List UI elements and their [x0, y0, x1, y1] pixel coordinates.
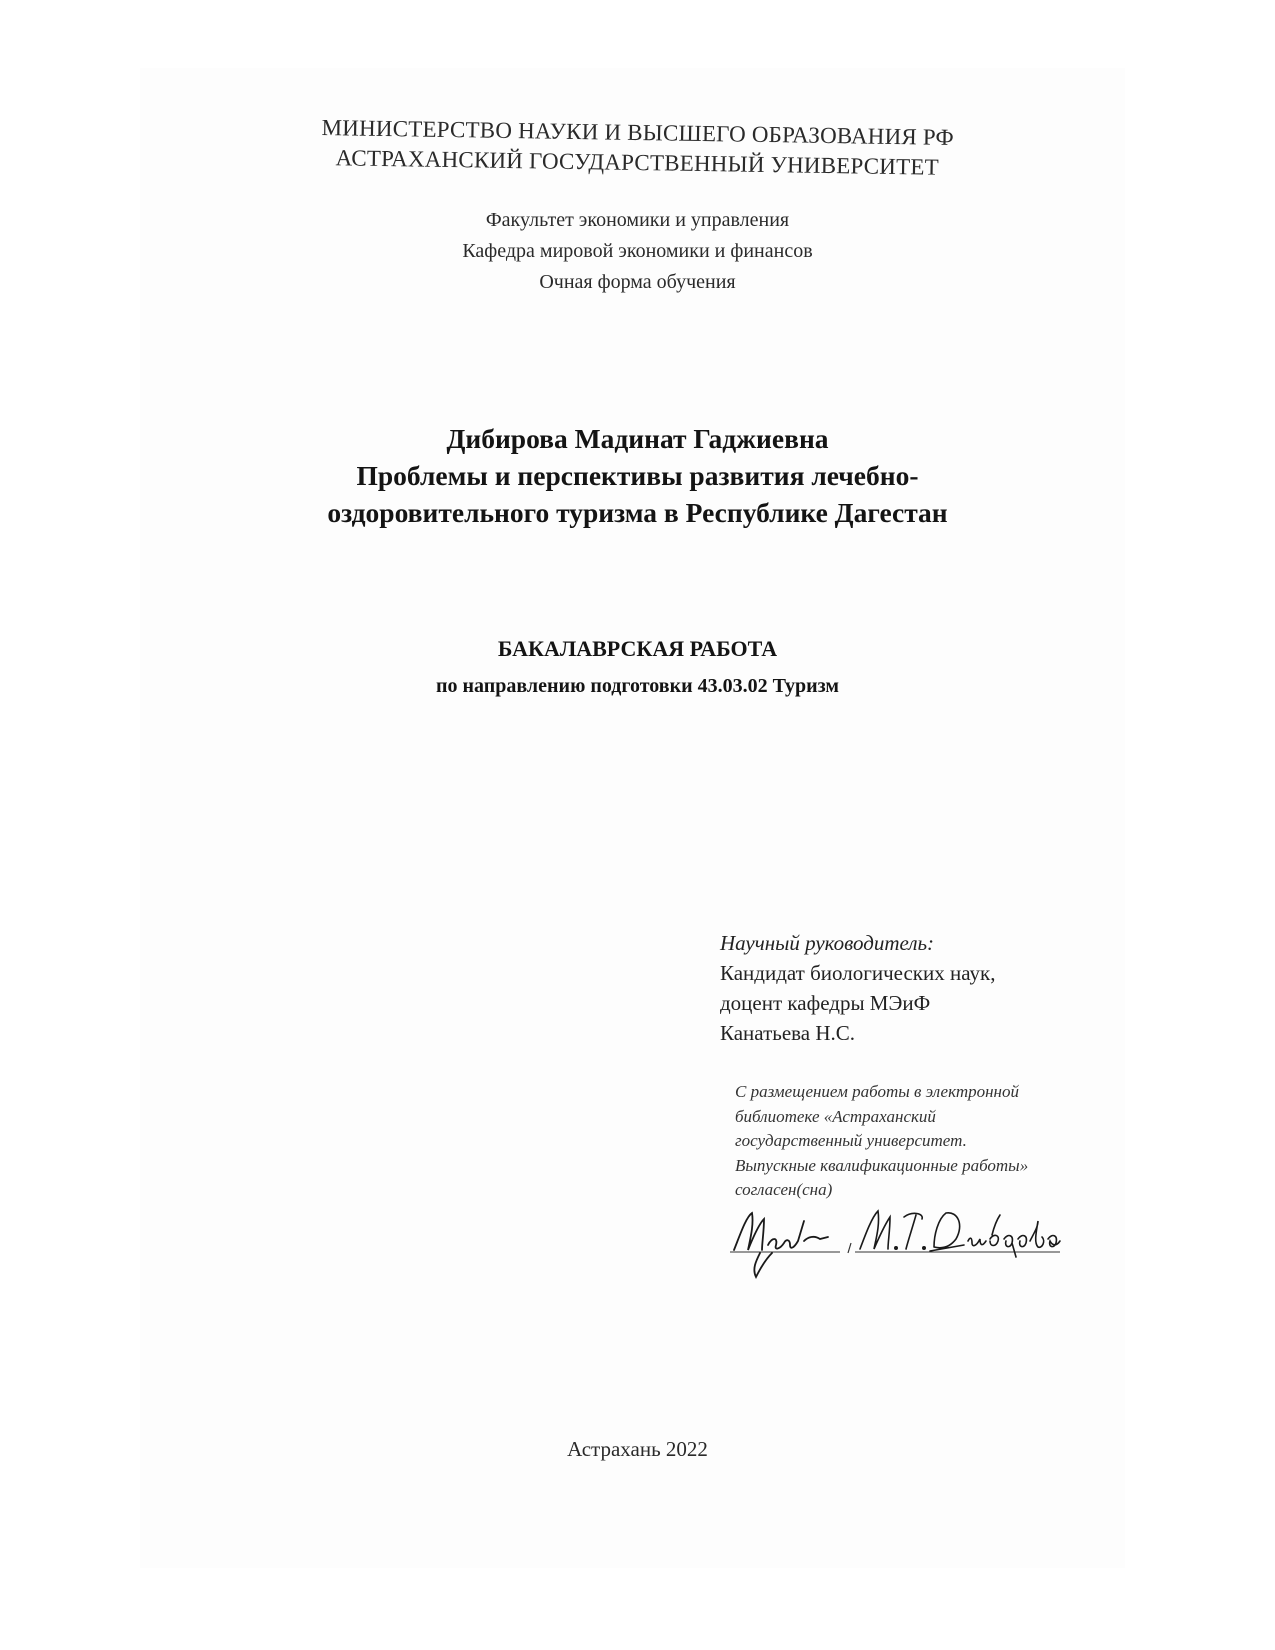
- university-name: АСТРАХАНСКИЙ ГОСУДАРСТВЕННЫЙ УНИВЕРСИТЕТ: [335, 145, 940, 180]
- signature-mark: [734, 1213, 828, 1277]
- supervisor-block: [720, 928, 995, 1048]
- city-year: Астрахань 2022: [567, 1437, 708, 1461]
- supervisor-name: Канатьева Н.С.: [720, 1021, 856, 1045]
- study-form: Очная форма обучения: [539, 271, 736, 293]
- ministry-name: МИНИСТЕРСТВО НАУКИ И ВЫСШЕГО ОБРАЗОВАНИЯ РФ: [321, 115, 955, 150]
- handwritten-name: [860, 1211, 1060, 1257]
- thesis-title-block: [0, 420, 1275, 531]
- consent-line-1: С размещением работы в электронной: [735, 1082, 1019, 1101]
- consent-block: [735, 1080, 1028, 1203]
- supervisor-degree: Кандидат биологических наук,: [720, 961, 996, 985]
- supervisor-label: Научный руководитель:: [720, 931, 935, 955]
- faculty-block: [0, 205, 1275, 298]
- consent-line-2: библиотеке «Астраханский: [735, 1106, 936, 1126]
- work-type: БАКАЛАВРСКАЯ РАБОТА: [497, 636, 778, 661]
- department-name: Кафедра мировой экономики и финансов: [462, 240, 813, 262]
- author-name: Дибирова Мадинат Гаджиевна: [446, 423, 829, 454]
- consent-line-3: государственный университет.: [735, 1131, 967, 1150]
- thesis-title-line-1: Проблемы и перспективы развития лечебно-: [356, 460, 919, 491]
- study-direction: по направлению подготовки 43.03.02 Туризм: [435, 675, 840, 697]
- handwritten-signature: [720, 1195, 1120, 1285]
- consent-line-4: Выпускные квалификационные работы»: [735, 1155, 1029, 1175]
- faculty-name: Факультет экономики и управления: [485, 209, 790, 231]
- consent-line-5: согласен(сна): [735, 1180, 833, 1199]
- supervisor-position: доцент кафедры МЭиФ: [720, 991, 931, 1015]
- thesis-title-line-2: оздоровительного туризма в Республике Дагестан: [327, 497, 948, 528]
